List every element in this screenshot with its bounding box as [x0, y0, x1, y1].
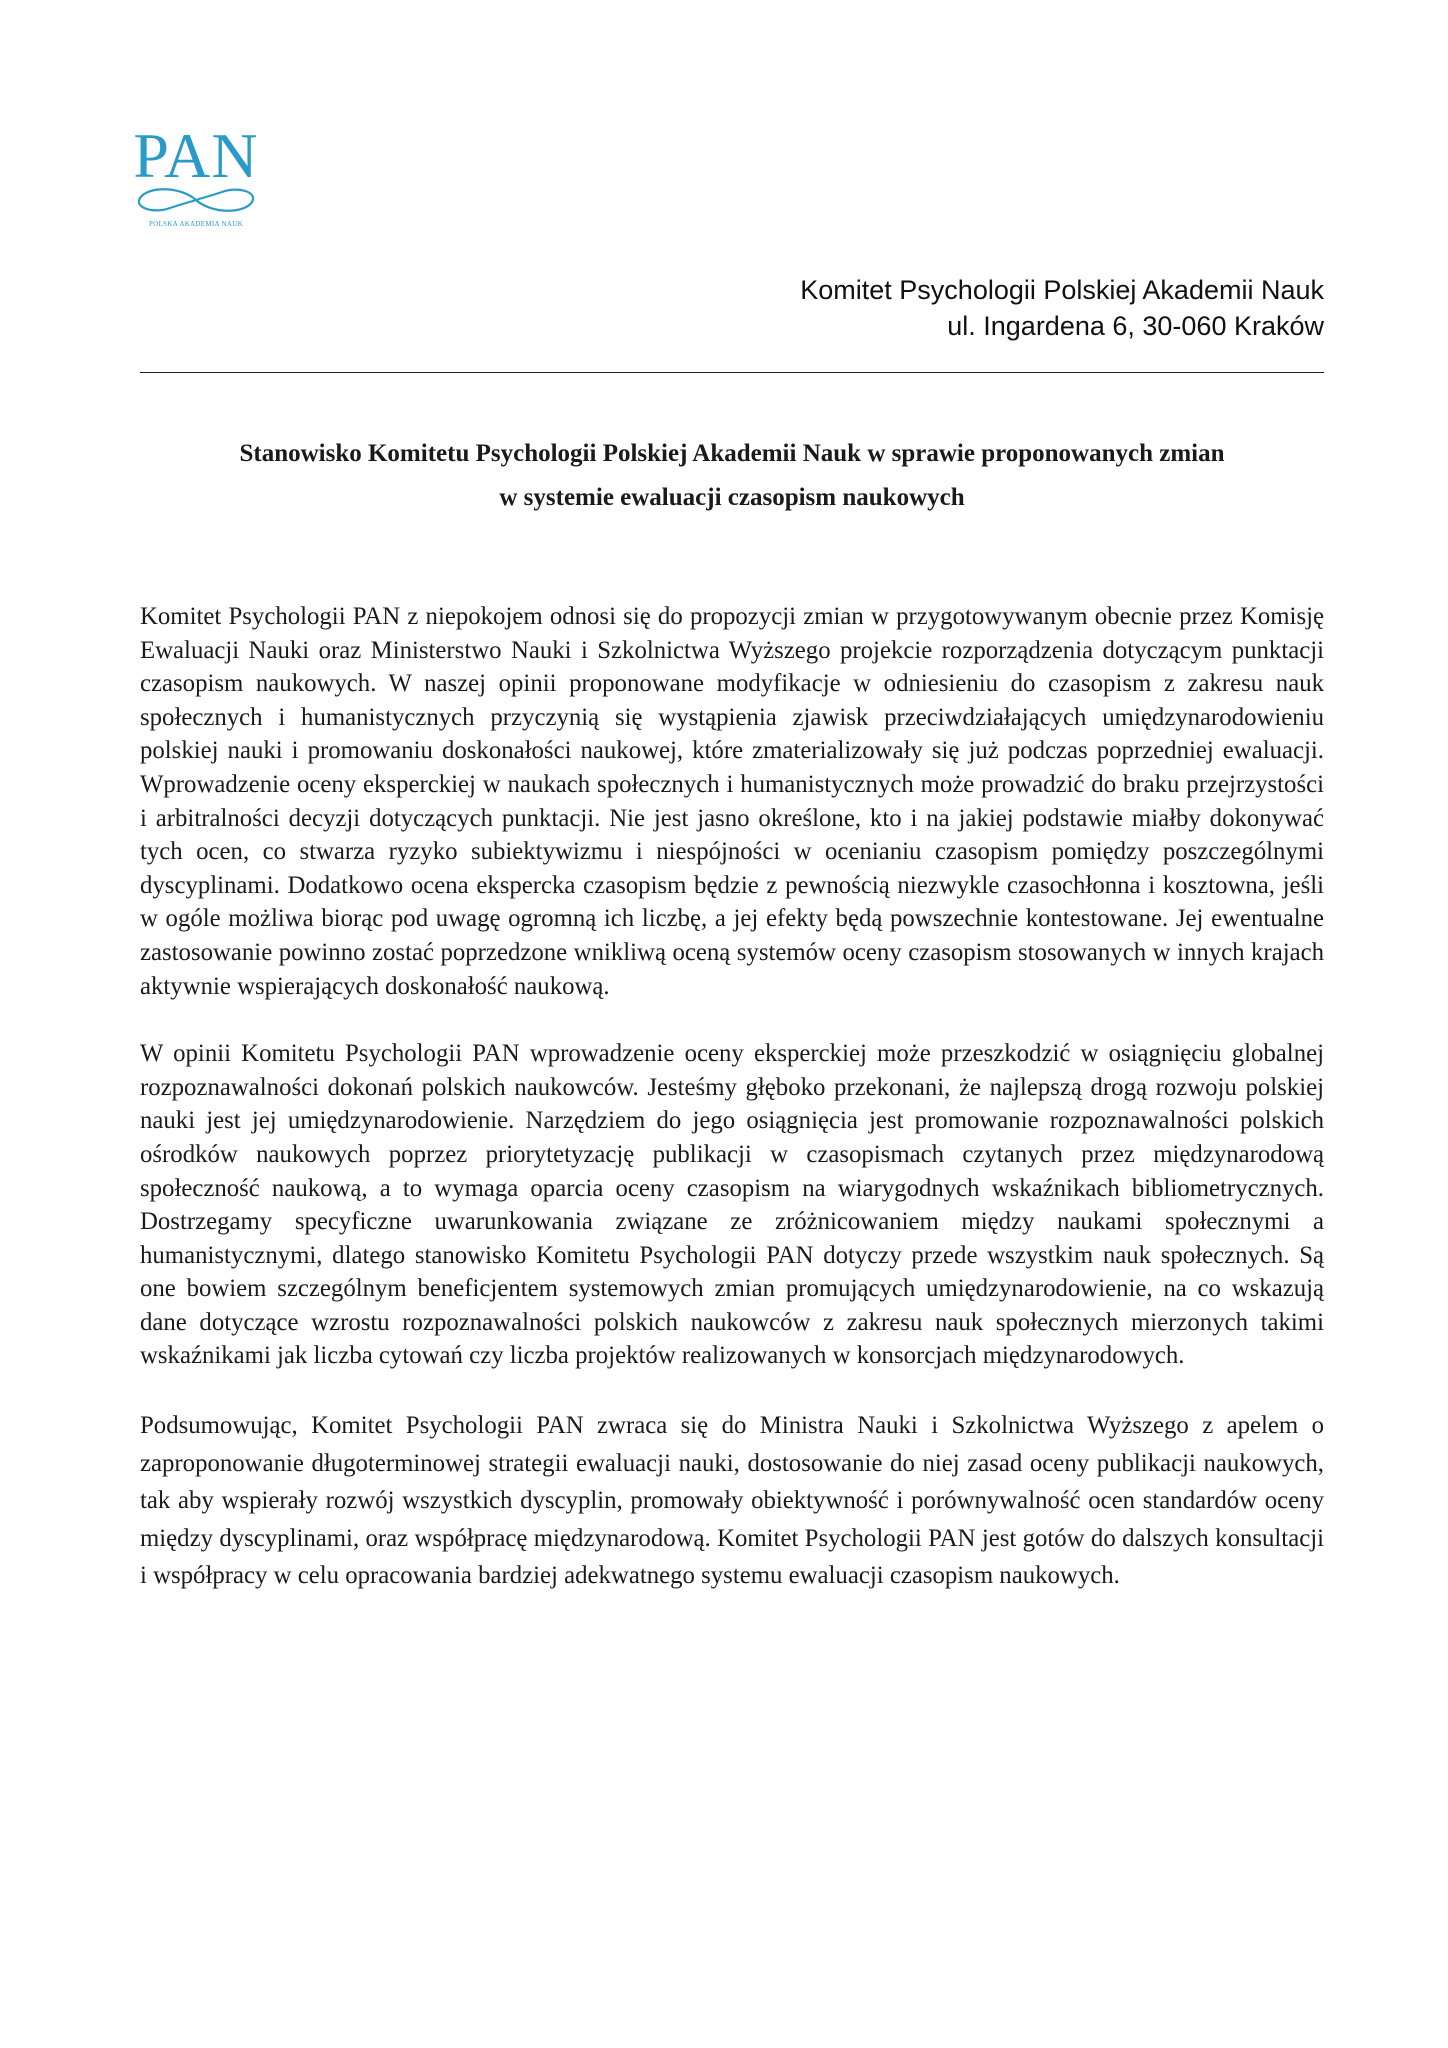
address-line-1: Komitet Psychologii Polskiej Akademii Nauk — [800, 275, 1324, 305]
logo-subtitle: POLSKA AKADEMIA NAUK — [149, 220, 243, 228]
header-divider — [140, 372, 1324, 373]
title-line-2: w systemie ewaluacji czasopism naukowych — [499, 484, 965, 511]
logo-wordmark: PAN — [133, 120, 259, 191]
address-line-2: ul. Ingardena 6, 30-060 Kraków — [947, 311, 1324, 341]
logo-swirl-icon — [130, 182, 262, 218]
body-paragraph-2: W opinii Komitetu Psychologii PAN wprowadzenie oceny eksperckiej może przeszkodzić w osiągnięciu globalnej rozpoznawalności dokonań polskich naukowców. Jesteśmy głęboko przekonani, że najlepszą drogą rozwoju polskiej nauki jest jej umiędzynarodowienie. Narzędziem do jego osiągnięcia jest promowanie rozpoznawalności polskich ośrodków naukowych poprzez priorytetyzację publikacji w czasopismach czytanych przez międzynarodową społeczność naukową, a to wymaga oparcia oceny czasopism na wiarygodnych wskaźnikach bibliometrycznych. Dostrzegamy specyficzne uwarunkowania związane ze zróżnicowaniem między naukami społecznymi a humanistycznymi, dlatego stanowisko Komitetu Psychologii PAN dotyczy przede wszystkim nauk społecznych. Są one bowiem szczególnym beneficjentem systemowych zmian promujących umiędzynarodowienie, na co wskazują dane dotyczące wzrostu rozpoznawalności polskich naukowców z zakresu nauk społecznych mierzonych takimi wskaźnikami jak liczba cytowań czy liczba projektów realizowanych w konsorcjach międzynarodowych. — [140, 1040, 1324, 1370]
title-line-1: Stanowisko Komitetu Psychologii Polskiej Akademii Nauk w sprawie proponowanych zmian — [239, 440, 1225, 467]
body-paragraph-3: Podsumowując, Komitet Psychologii PAN zwraca się do Ministra Nauki i Szkolnictwa Wyższego z apelem o zaproponowanie długoterminowej strategii ewaluacji nauki, dostosowanie do niej zasad oceny publikacji naukowych, tak aby wspierały rozwój wszystkich dyscyplin, promowały obiektywność i porównywalność ocen standardów oceny między dyscyplinami, oraz współpracę międzynarodową. Komitet Psychologii PAN jest gotów do dalszych konsultacji i współpracy w celu opracowania bardziej adekwatnego systemu ewaluacji czasopism naukowych. — [140, 1412, 1324, 1590]
header-address — [800, 272, 1324, 344]
pan-logo — [130, 120, 262, 234]
document-title — [140, 432, 1324, 520]
body-paragraph-1: Komitet Psychologii PAN z niepokojem odnosi się do propozycji zmian w przygotowywanym obecnie przez Komisję Ewaluacji Nauki oraz Ministerstwo Nauki i Szkolnictwa Wyższego projekcie rozporządzenia dotyczącym punktacji czasopism naukowych. W naszej opinii proponowane modyfikacje w odniesieniu do czasopism z zakresu nauk społecznych i humanistycznych przyczynią się wystąpienia zjawisk przeciwdziałających umiędzynarodowieniu polskiej nauki i promowaniu doskonałości naukowej, które zmaterializowały się już podczas poprzedniej ewaluacji. Wprowadzenie oceny eksperckiej w naukach społecznych i humanistycznych może prowadzić do braku przejrzystości i arbitralności decyzji dotyczących punktacji. Nie jest jasno określone, kto i na jakiej podstawie miałby dokonywać tych ocen, co stwarza ryzyko subiektywizmu i niespójności w ocenianiu czasopism pomiędzy poszczególnymi dyscyplinami. Dodatkowo ocena ekspercka czasopism będzie z pewnością niezwykle czasochłonna i kosztowna, jeśli w ogóle możliwa biorąc pod uwagę ogromną ich liczbę, a jej efekty będą powszechnie kontestowane. Jej ewentualne zastosowanie powinno zostać poprzedzone wnikliwą oceną systemów oceny czasopism stosowanych w innych krajach aktywnie wspierających doskonałość naukową. — [140, 603, 1324, 1000]
document-body — [140, 600, 1324, 1629]
